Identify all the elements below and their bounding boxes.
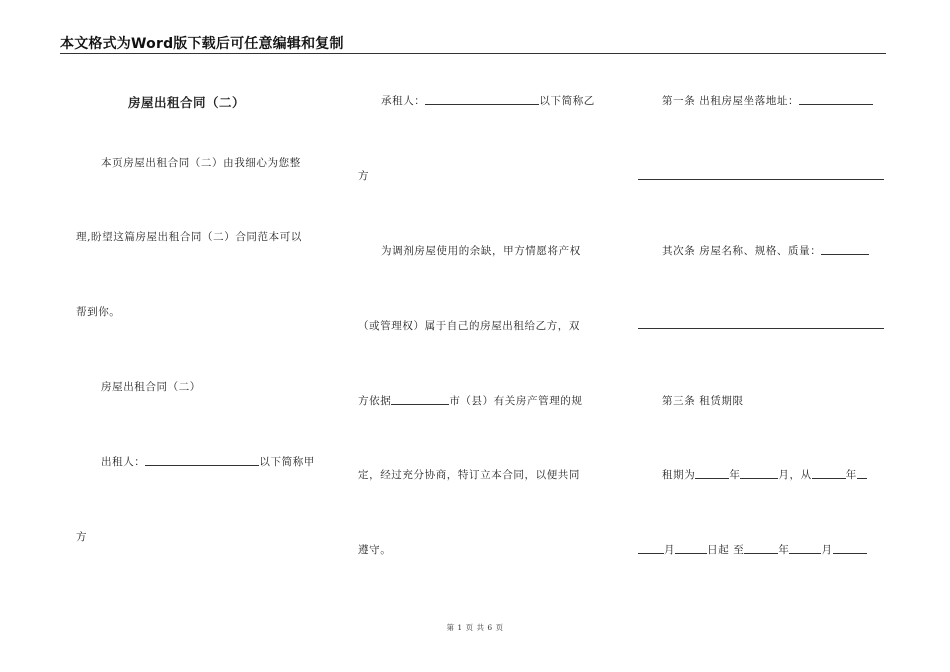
start-month-blank-cont <box>638 543 664 554</box>
paragraph-line-3-a: 方依据 <box>358 395 392 407</box>
paragraph-line-2: （或管理权）属于自己的房屋出租给乙方，双 <box>358 320 580 332</box>
lessee-suffix: 以下简称乙 <box>539 95 595 107</box>
paragraph-line-5: 遵守。 <box>358 544 392 556</box>
paragraph-line-1: 为调剂房屋使用的余缺，甲方情愿将产权 <box>381 245 581 257</box>
header-title: 本文格式为Word版下载后可任意编辑和复制 <box>60 36 344 52</box>
paragraph-line-4: 定，经过充分协商，特订立本合同，以便共同 <box>358 469 580 481</box>
term-years-blank <box>695 468 729 479</box>
lessor-blank <box>145 455 259 466</box>
lessee-line-cont: 方 <box>358 170 370 182</box>
article-2-line <box>662 243 869 258</box>
term-b: 年 <box>729 469 741 481</box>
term-c: 月，从 <box>778 469 812 481</box>
term2-b: 日起 至 <box>707 544 745 556</box>
article-1: 第一条 出租房屋坐落地址： <box>662 95 800 107</box>
lessee-label: 承租人： <box>381 95 426 107</box>
end-month-blank <box>789 543 821 554</box>
header-rule <box>60 53 886 54</box>
spec-blank <box>821 244 869 255</box>
term2-a: 月 <box>664 544 676 556</box>
term2-c: 年 <box>778 544 790 556</box>
intro-line-2: 理,盼望这篇房屋出租合同（二）合同范本可以 <box>76 231 302 243</box>
spec-blank-line <box>638 328 884 329</box>
address-blank <box>799 94 873 105</box>
article-3: 第三条 租赁期限 <box>662 395 744 407</box>
lessor-label: 出租人： <box>101 456 146 468</box>
end-year-blank <box>744 543 778 554</box>
paragraph-line-3 <box>358 393 583 408</box>
lessee-blank <box>425 94 539 105</box>
lessor-suffix: 以下简称甲 <box>259 456 315 468</box>
paragraph-line-3-b: 市（县）有关房产管理的规 <box>449 395 583 407</box>
city-blank <box>391 394 449 405</box>
term2-d: 月 <box>821 544 833 556</box>
term-months-blank <box>740 468 778 479</box>
lessee-line <box>381 93 595 108</box>
end-day-blank <box>833 543 867 554</box>
lessor-line-cont: 方 <box>76 531 88 543</box>
contract-title: 房屋出租合同（二） <box>128 95 246 110</box>
intro-line-1: 本页房屋出租合同（二）由我细心为您整 <box>101 157 301 169</box>
start-day-blank <box>675 543 707 554</box>
start-month-blank <box>857 468 867 479</box>
article-1-line <box>662 93 873 108</box>
address-blank-line <box>638 179 884 180</box>
term-d: 年 <box>845 469 857 481</box>
page-number: 第 1 页 共 6 页 <box>446 623 504 632</box>
contract-subtitle: 房屋出租合同（二） <box>101 381 201 393</box>
lessor-line <box>101 454 315 469</box>
term-line-1 <box>662 467 867 482</box>
term-a: 租期为 <box>662 469 696 481</box>
article-2: 其次条 房屋名称、规格、质量： <box>662 245 822 257</box>
start-year-blank <box>812 468 846 479</box>
term-line-2 <box>638 542 867 557</box>
intro-line-3: 帮到你。 <box>76 306 121 318</box>
